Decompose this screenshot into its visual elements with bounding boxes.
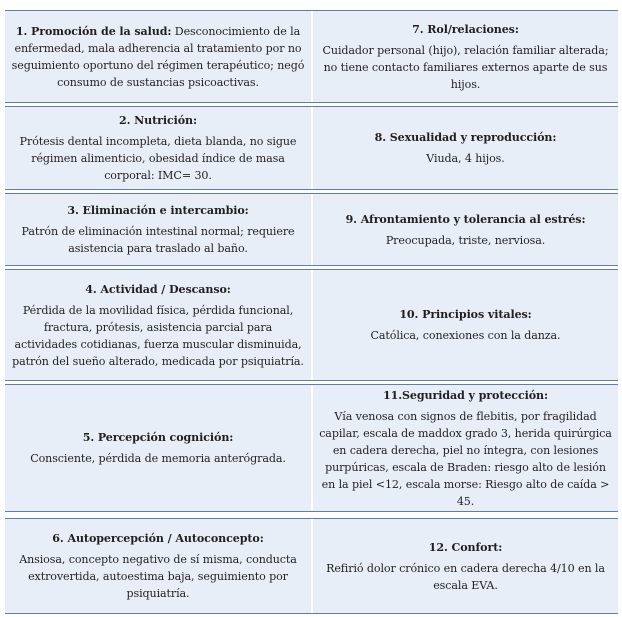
domain-description: Preocupada, triste, nerviosa. — [385, 233, 546, 247]
domain-title: 2. Nutrición: — [118, 114, 198, 127]
domain-seguridad-proteccion — [313, 385, 618, 511]
domain-title: 9. Afrontamiento y tolerancia al estrés: — [345, 212, 586, 226]
domain-confort — [313, 519, 618, 613]
table-row — [5, 193, 618, 266]
domain-title: 10. Principios vitales: — [399, 308, 532, 321]
domain-rol-relaciones — [313, 11, 618, 102]
domain-title: 6. Autopercepción / Autoconcepto: — [52, 532, 264, 545]
domain-description: Vía venosa con signos de flebitis, por fragilidad capilar, escala de maddox grado 3, herida quirúrgica en cadera derecha, piel no íntegra, con lesiones purpúricas, escala de Braden: riesgo alto de lesión en la piel <12, escala morse: Riesgo alto de caída > 45. — [319, 409, 612, 508]
domain-title: 12. Confort: — [428, 540, 503, 554]
domain-percepcion-cognicion — [5, 385, 311, 511]
table-row — [5, 10, 618, 103]
domain-description: Patrón de eliminación intestinal normal; requiere asistencia para traslado al baño. — [21, 225, 295, 255]
domain-title: 11.Seguridad y protección: — [383, 388, 548, 402]
domain-sexualidad-reproduccion — [313, 107, 618, 189]
domain-autopercepcion-autoconcepto — [5, 519, 311, 613]
domain-eliminacion-intercambio — [5, 194, 311, 265]
table-row — [5, 518, 618, 614]
table-row — [5, 106, 618, 190]
domain-description: Refirió dolor crónico en cadera derecha 4/10 en la escala EVA. — [326, 561, 605, 592]
domain-title: 5. Percepción cognición: — [82, 431, 234, 444]
domain-principios-vitales — [313, 270, 618, 380]
nursing-assessment-table — [5, 5, 618, 614]
domain-title: 8. Sexualidad y reproducción: — [374, 131, 557, 144]
domain-description: Desconocimiento de la enfermedad, mala adherencia al tratamiento por no seguimiento oportuno del régimen terapéutico; negó consumo de sustancias psicoactivas. — [11, 24, 305, 89]
domain-actividad-descanso — [5, 270, 311, 380]
domain-nutricion — [5, 107, 311, 189]
domain-text — [11, 23, 305, 91]
domain-title: 1. Promoción de la salud: — [15, 24, 172, 38]
domain-description: Viuda, 4 hijos. — [426, 152, 505, 165]
domain-title: 3. Eliminación e intercambio: — [67, 204, 249, 217]
domain-description: Católica, conexiones con la danza. — [370, 329, 561, 342]
domain-afrontamiento-estres — [313, 194, 618, 265]
table-row — [5, 384, 618, 512]
domain-description: Pérdida de la movilidad física, pérdida funcional, fractura, prótesis, asistencia parcial para actividades cotidianas, fuerza muscular disminuida, patrón del sueño alterado, medicada por psiquiatría. — [12, 303, 304, 368]
domain-title: 4. Actividad / Descanso: — [85, 282, 231, 296]
domain-description: Cuidador personal (hijo), relación familiar alterada; no tiene contacto familiares externos aparte de sus hijos. — [322, 43, 609, 91]
domain-title: 7. Rol/relaciones: — [412, 22, 519, 36]
domain-description: Consciente, pérdida de memoria anterógrada. — [30, 452, 286, 465]
domain-promocion-salud — [5, 11, 311, 102]
domain-description: Ansiosa, concepto negativo de sí misma, conducta extrovertida, autoestima baja, seguimiento por psiquiatría. — [19, 553, 297, 600]
table-row — [5, 269, 618, 381]
domain-description: Prótesis dental incompleta, dieta blanda, no sigue régimen alimenticio, obesidad índice de masa corporal: IMC= 30. — [19, 135, 297, 182]
